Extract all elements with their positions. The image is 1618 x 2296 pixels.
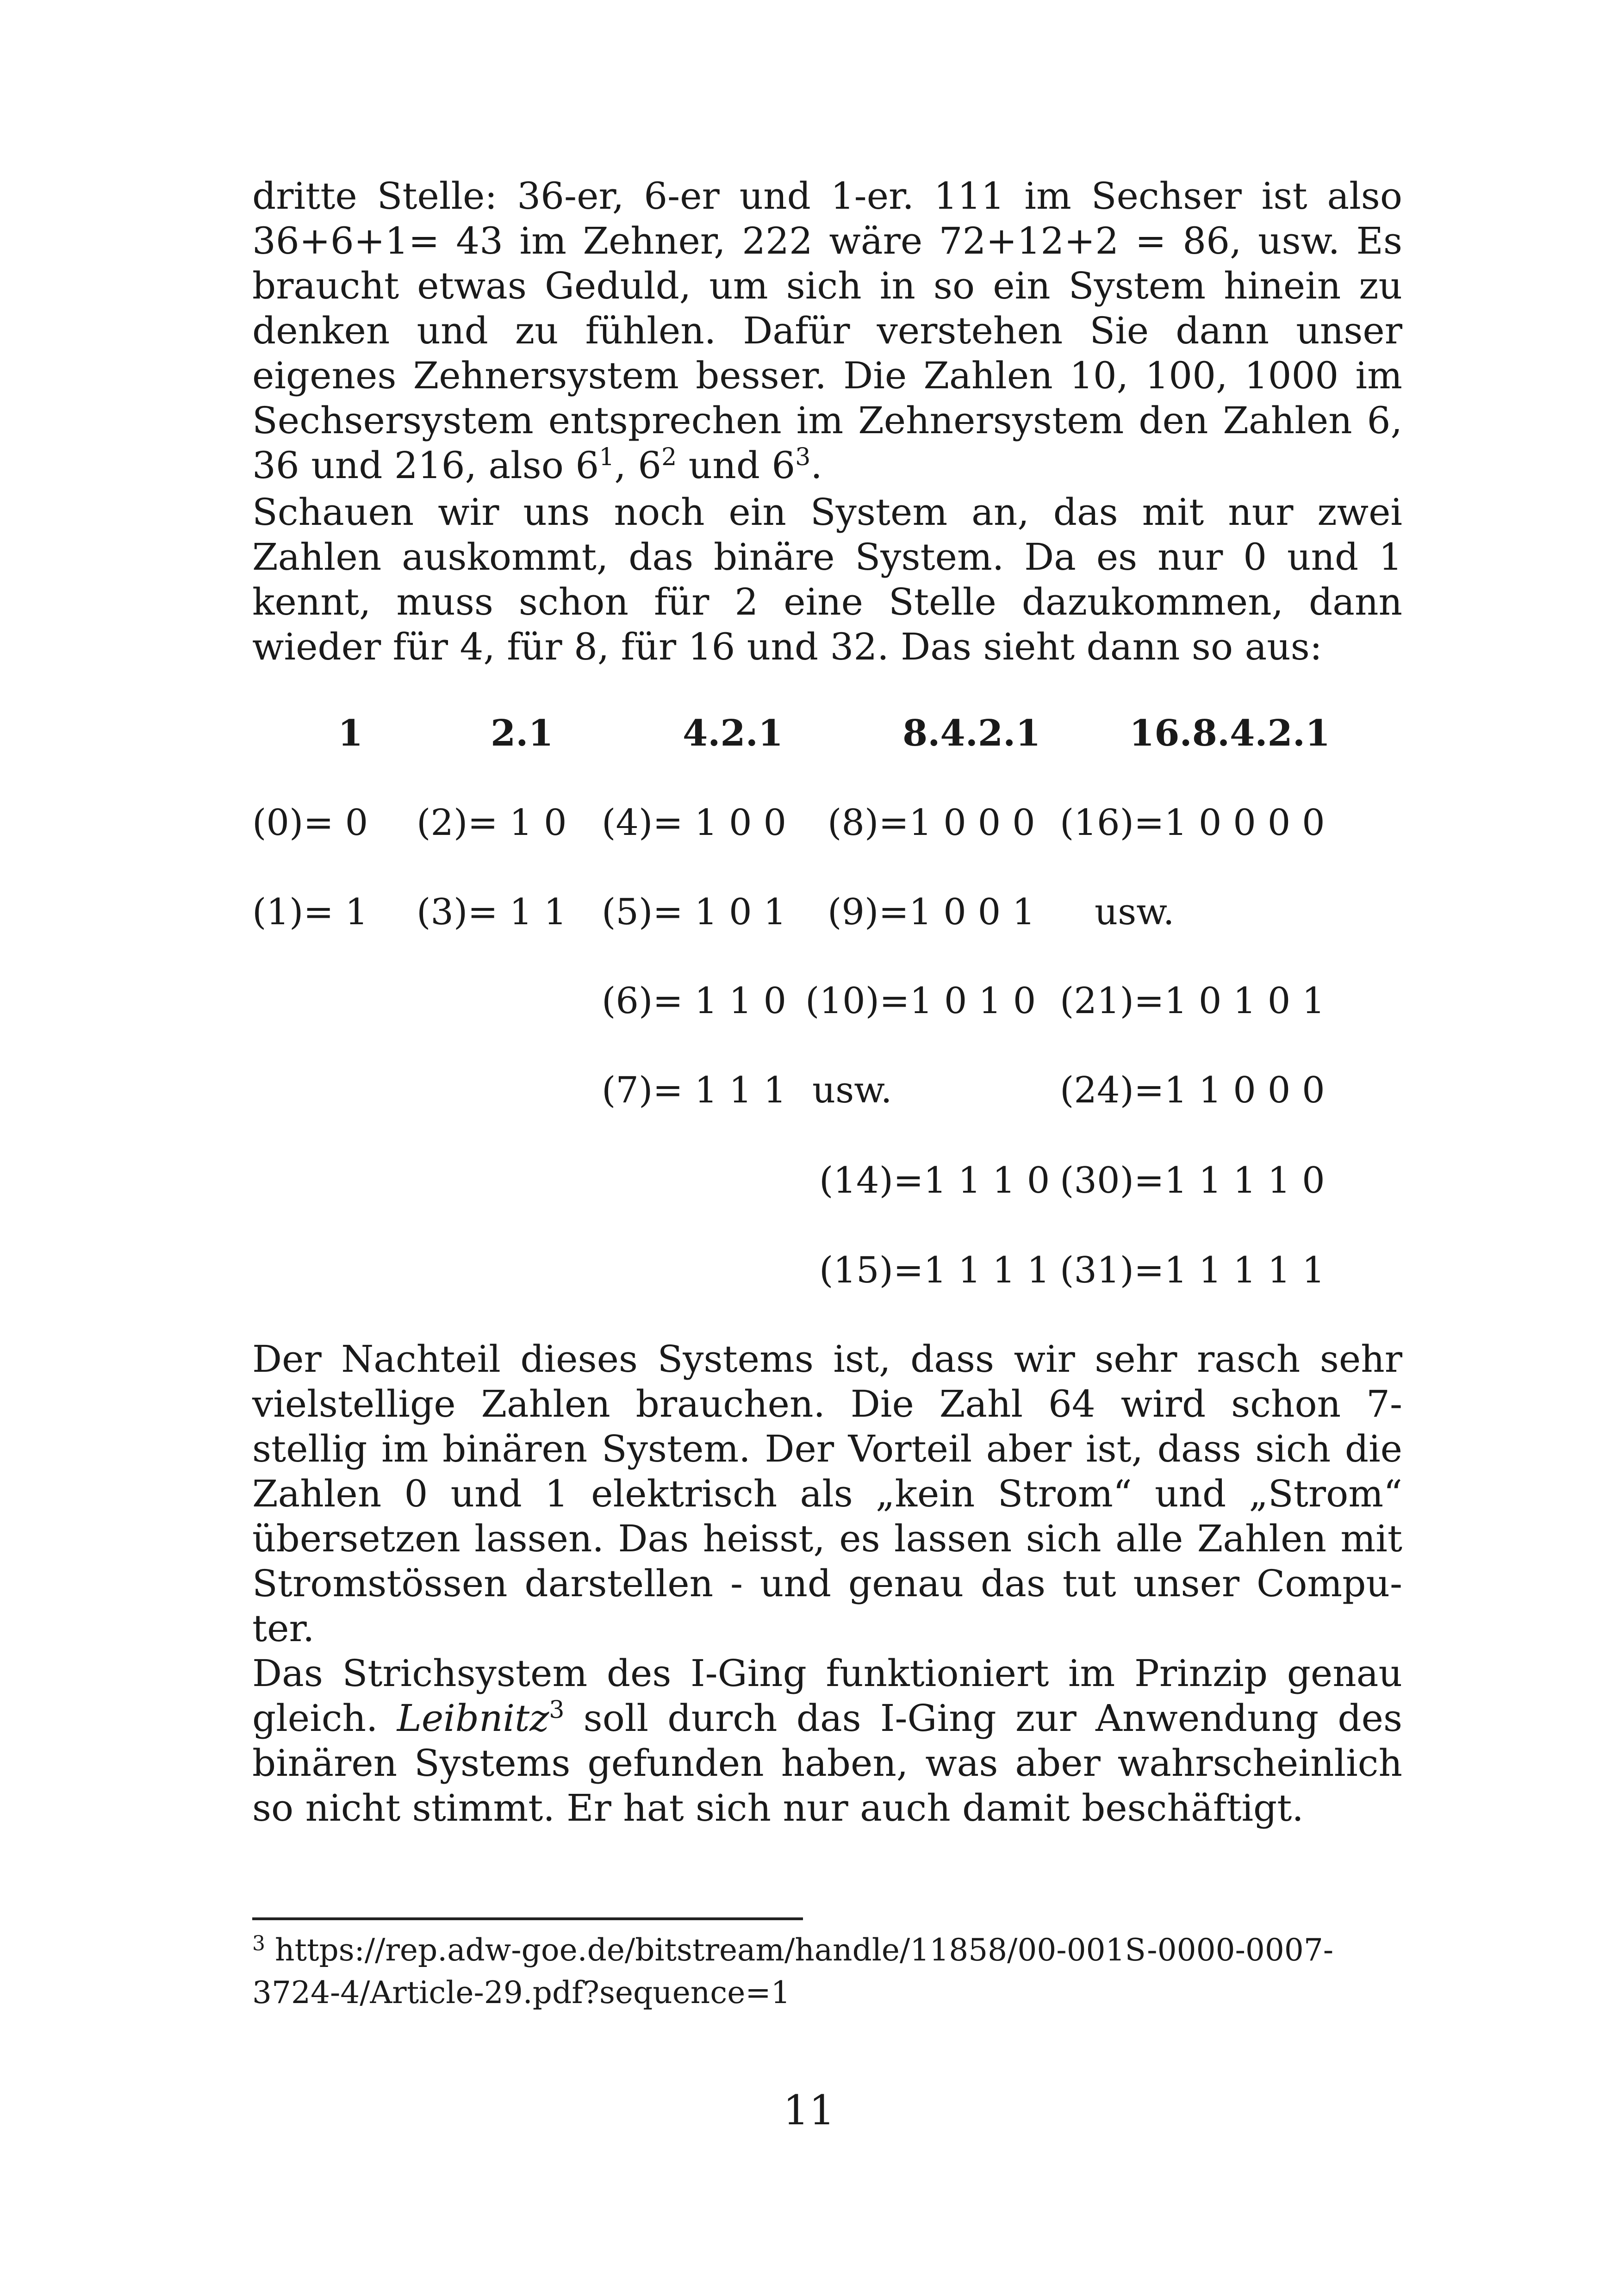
leibnitz-italic: Leibnitz [397, 1697, 549, 1740]
table-cell: (24)=1 1 0 0 0 [1060, 1070, 1325, 1111]
table-cell: (5)= 1 0 1 [602, 891, 787, 933]
paragraph-1-text: dritte Stelle: 36-er, 6-er und 1-er. 111 im Sechser ist also 36+6+1= 43 im Zehner, 222 wäre 72+12+2 = 86, usw. Es braucht etwas Geduld, um sich in so ein System hinein zu denken und zu fühlen. Dafür verstehen Sie dann unser eigenes Zehnersystem besser. Die Zahlen 10, 100, 1000 im Sechsersystem entsprechen im Zehnersystem den Zahlen 6, 36 und 216, also 6 [252, 174, 1402, 487]
table-cell: (0)= 0 [252, 802, 368, 844]
footnote-reference: 3 [549, 1696, 565, 1724]
table-header-2-1: 2.1 [491, 712, 554, 754]
paragraph-3-text: Der Nachteil dieses Systems ist, dass wir sehr rasch sehr vielstellige Zahlen brauchen. Die Zahl 64 wird schon 7-stellig im binären System. Der Vorteil aber ist, dass sich die Zahlen 0 und 1 elektrisch als „kein Strom“ und „Strom“ übersetzen lassen. Das heisst, es lassen sich alle Zahlen mit Stromstössen darstellen - und genau das tut unser Computer. [252, 1338, 1402, 1650]
table-header-8-4-2-1: 8.4.2.1 [902, 712, 1041, 754]
table-cell: (8)=1 0 0 0 [828, 802, 1035, 844]
table-cell: (30)=1 1 1 1 0 [1060, 1160, 1325, 1201]
paragraph-3-continuation [252, 1651, 1402, 1830]
table-cell: (4)= 1 0 0 [602, 802, 787, 844]
table-cell: (31)=1 1 1 1 1 [1060, 1250, 1325, 1291]
table-cell: (14)=1 1 1 0 [819, 1160, 1050, 1201]
table-cell: usw. [812, 1070, 892, 1111]
table-cell: (2)= 1 0 [417, 802, 567, 844]
superscript-1: 1 [599, 443, 615, 471]
superscript-3: 3 [795, 443, 811, 471]
table-cell: (9)=1 0 0 1 [828, 891, 1035, 933]
table-header-4-2-1: 4.2.1 [683, 712, 784, 754]
table-cell: (16)=1 0 0 0 0 [1060, 802, 1325, 844]
table-cell: usw. [1095, 891, 1175, 933]
table-cell: (7)= 1 1 1 [602, 1070, 787, 1111]
paragraph-3-start: Das Strichsystem des I-Ging funktioniert im Prinzip genau gleich. [252, 1652, 1402, 1740]
paragraph-1-end: . [810, 444, 822, 487]
table-cell: (21)=1 0 1 0 1 [1060, 980, 1325, 1022]
page-number: 11 [783, 2086, 835, 2134]
superscript-2: 2 [661, 443, 677, 471]
footnote-text: https://rep.adw-goe.de/bitstream/handle/11858/00-001S-0000-0007-3724-4/Article-29.pdf?sequence=1 [252, 1932, 1334, 2010]
table-cell: (10)=1 0 1 0 [805, 980, 1036, 1022]
footnote [252, 1929, 1402, 2014]
table-cell: (1)= 1 [252, 891, 368, 933]
footnote-divider [252, 1917, 803, 1920]
paragraph-1-sep1: , 6 [614, 444, 662, 487]
paragraph-1-sep2: und 6 [677, 444, 796, 487]
paragraph-3-end: soll durch das I-Ging zur Anwendung des binären Systems gefunden haben, was aber wahrscheinlich so nicht stimmt. Er hat sich nur auch damit beschäftigt. [252, 1697, 1402, 1829]
table-cell: (6)= 1 1 0 [602, 980, 787, 1022]
paragraph-3 [252, 1337, 1402, 1830]
paragraph-2: Schauen wir uns noch ein System an, das mit nur zwei Zahlen auskommt, das binäre System. Da es nur 0 und 1 kennt, muss schon für 2 eine Stelle dazukommen, dann wieder für 4, für 8, für 16 und 32. Das sieht dann so aus: [252, 491, 1402, 668]
footnote-marker: 3 [252, 1932, 265, 1955]
paragraph-1 [252, 174, 1402, 488]
table-cell: (15)=1 1 1 1 [819, 1250, 1050, 1291]
table-cell: (3)= 1 1 [417, 891, 567, 933]
table-header-1: 1 [338, 712, 363, 754]
table-header-16-8-4-2-1: 16.8.4.2.1 [1129, 712, 1331, 754]
